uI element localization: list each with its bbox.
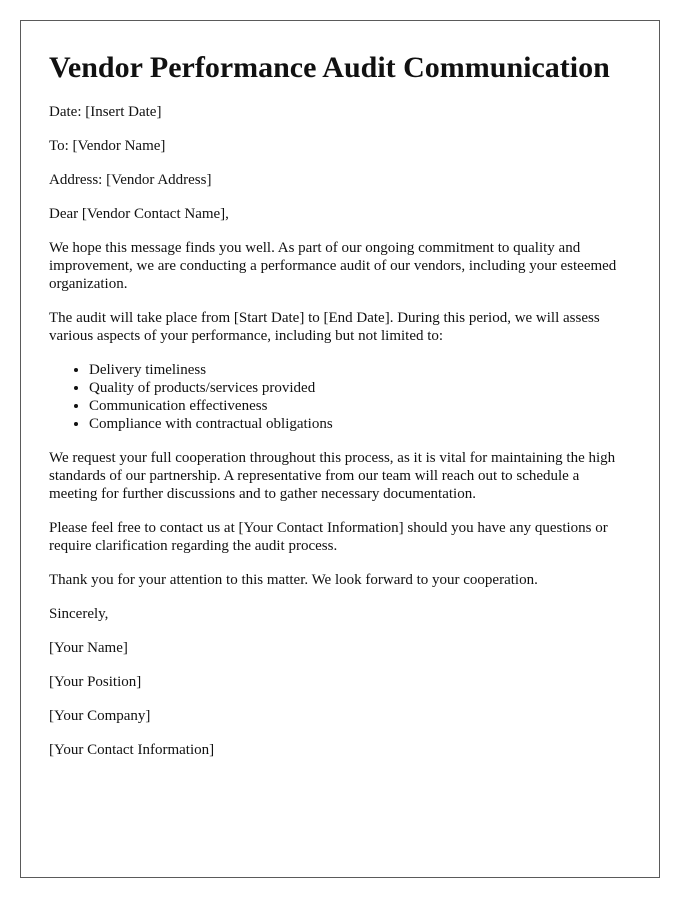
list-item: • Delivery timeliness	[89, 361, 631, 379]
signature-name: [Your Name]	[49, 640, 128, 656]
thanks-paragraph: Thank you for your attention to this matter. We look forward to your cooperation.	[49, 572, 538, 588]
audit-period-paragraph: The audit will take place from [Start Date] to [End Date]. During this period, we will assess various aspects of your performance, including but not limited to:	[49, 310, 600, 344]
salutation: Dear [Vendor Contact Name],	[49, 206, 229, 222]
audit-criteria-list	[49, 361, 631, 433]
letter-page	[20, 20, 660, 878]
letter-title: Vendor Performance Audit Communication	[49, 51, 610, 84]
signature-company: [Your Company]	[49, 708, 151, 724]
contact-paragraph: Please feel free to contact us at [Your Contact Information] should you have any questions or require clarification regarding the audit process.	[49, 520, 608, 554]
signature-position: [Your Position]	[49, 674, 142, 690]
list-item: • Quality of products/services provided	[89, 379, 631, 397]
signature-contact: [Your Contact Information]	[49, 742, 215, 758]
cooperation-paragraph: We request your full cooperation throughout this process, as it is vital for maintaining the high standards of our partnership. A representative from our team will reach out to schedule a meeting for further discussions and to gather necessary documentation.	[49, 450, 616, 502]
list-item: • Communication effectiveness	[89, 397, 631, 415]
date-line: Date: [Insert Date]	[49, 104, 162, 120]
intro-paragraph: We hope this message finds you well. As part of our ongoing commitment to quality and improvement, we are conducting a performance audit of our vendors, including your esteemed organization.	[49, 240, 617, 292]
recipient-line: To: [Vendor Name]	[49, 138, 166, 154]
closing: Sincerely,	[49, 606, 109, 622]
list-item: • Compliance with contractual obligations	[89, 415, 631, 433]
address-line: Address: [Vendor Address]	[49, 172, 212, 188]
